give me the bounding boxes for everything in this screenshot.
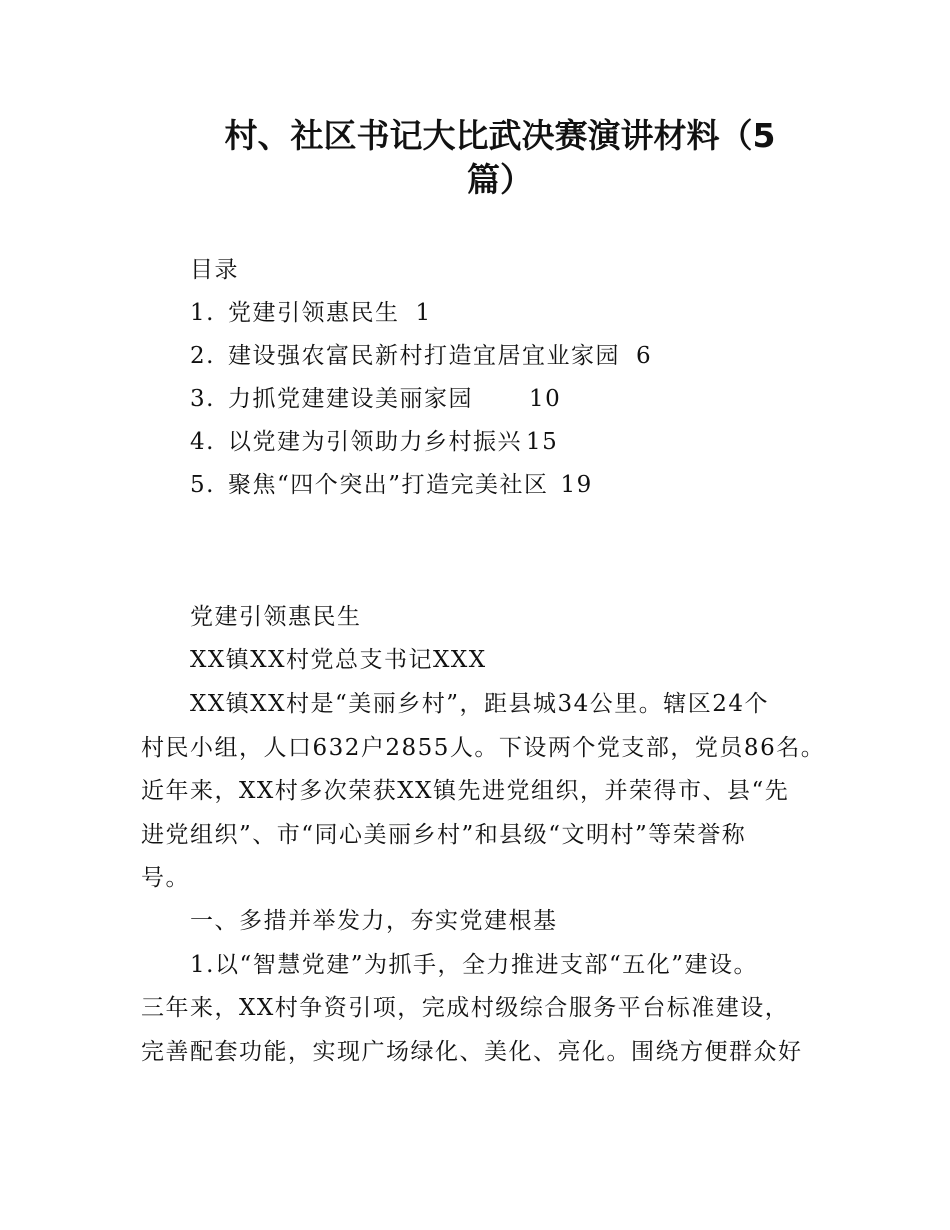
document-title-line-2: 篇） (467, 160, 533, 199)
toc-item-number: 4. (190, 429, 215, 455)
toc-item[interactable] (190, 470, 593, 500)
toc-item-text: 建设强农富民新村打造宜居宜业家园 (228, 343, 620, 369)
toc-item-number: 5. (190, 472, 215, 498)
toc-heading: 目录 (190, 257, 239, 283)
body-line: 近年来，XX村多次荣获XX镇先进党组织，并荣得市、县“先 (141, 778, 790, 804)
toc-item-page: 19 (560, 472, 593, 498)
author-line: XX镇XX村党总支书记XXX (190, 647, 487, 673)
toc-item-text: 力抓党建建设美丽家园 (228, 386, 473, 412)
toc-item-text: 聚焦“四个突出”打造完美社区 (228, 472, 549, 498)
toc-item[interactable] (190, 341, 652, 371)
toc-item-text: 以党建为引领助力乡村振兴 (228, 429, 522, 455)
body-line: 完善配套功能，实现广场绿化、美化、亮化。围绕方便群众好 (141, 1039, 803, 1065)
section-title: 党建引领惠民生 (190, 604, 362, 630)
toc-item-page: 10 (529, 386, 562, 412)
subheading: 一、多措并举发力，夯实党建根基 (190, 908, 558, 934)
body-line: XX镇XX村是“美丽乡村”，距县城34公里。辖区24个 (190, 691, 770, 717)
body-line: 进党组织”、市“同心美丽乡村”和县级“文明村”等荣誉称 (141, 822, 747, 848)
body-line: 村民小组，人口632户2855人。下设两个党支部，党员86名。 (141, 735, 826, 761)
toc-item-text: 党建引领惠民生 (228, 300, 400, 326)
toc-item[interactable] (190, 384, 561, 414)
toc-item[interactable] (190, 298, 432, 328)
toc-item-number: 3. (190, 386, 215, 412)
body-line: 1.以“智慧党建”为抓手，全力推进支部“五化”建设。 (190, 952, 758, 978)
document-title-line-1: 村、社区书记大比武决赛演讲材料（5 (224, 116, 776, 155)
toc-item-page: 1 (415, 300, 432, 326)
body-line: 三年来，XX村争资引项，完成村级综合服务平台标准建设， (141, 995, 790, 1021)
toc-item-page: 6 (636, 343, 653, 369)
body-line: 号。 (141, 865, 190, 891)
toc-item-page: 15 (526, 429, 559, 455)
toc-item[interactable] (190, 427, 558, 457)
toc-item-number: 2. (190, 343, 215, 369)
toc-item-number: 1. (190, 300, 215, 326)
